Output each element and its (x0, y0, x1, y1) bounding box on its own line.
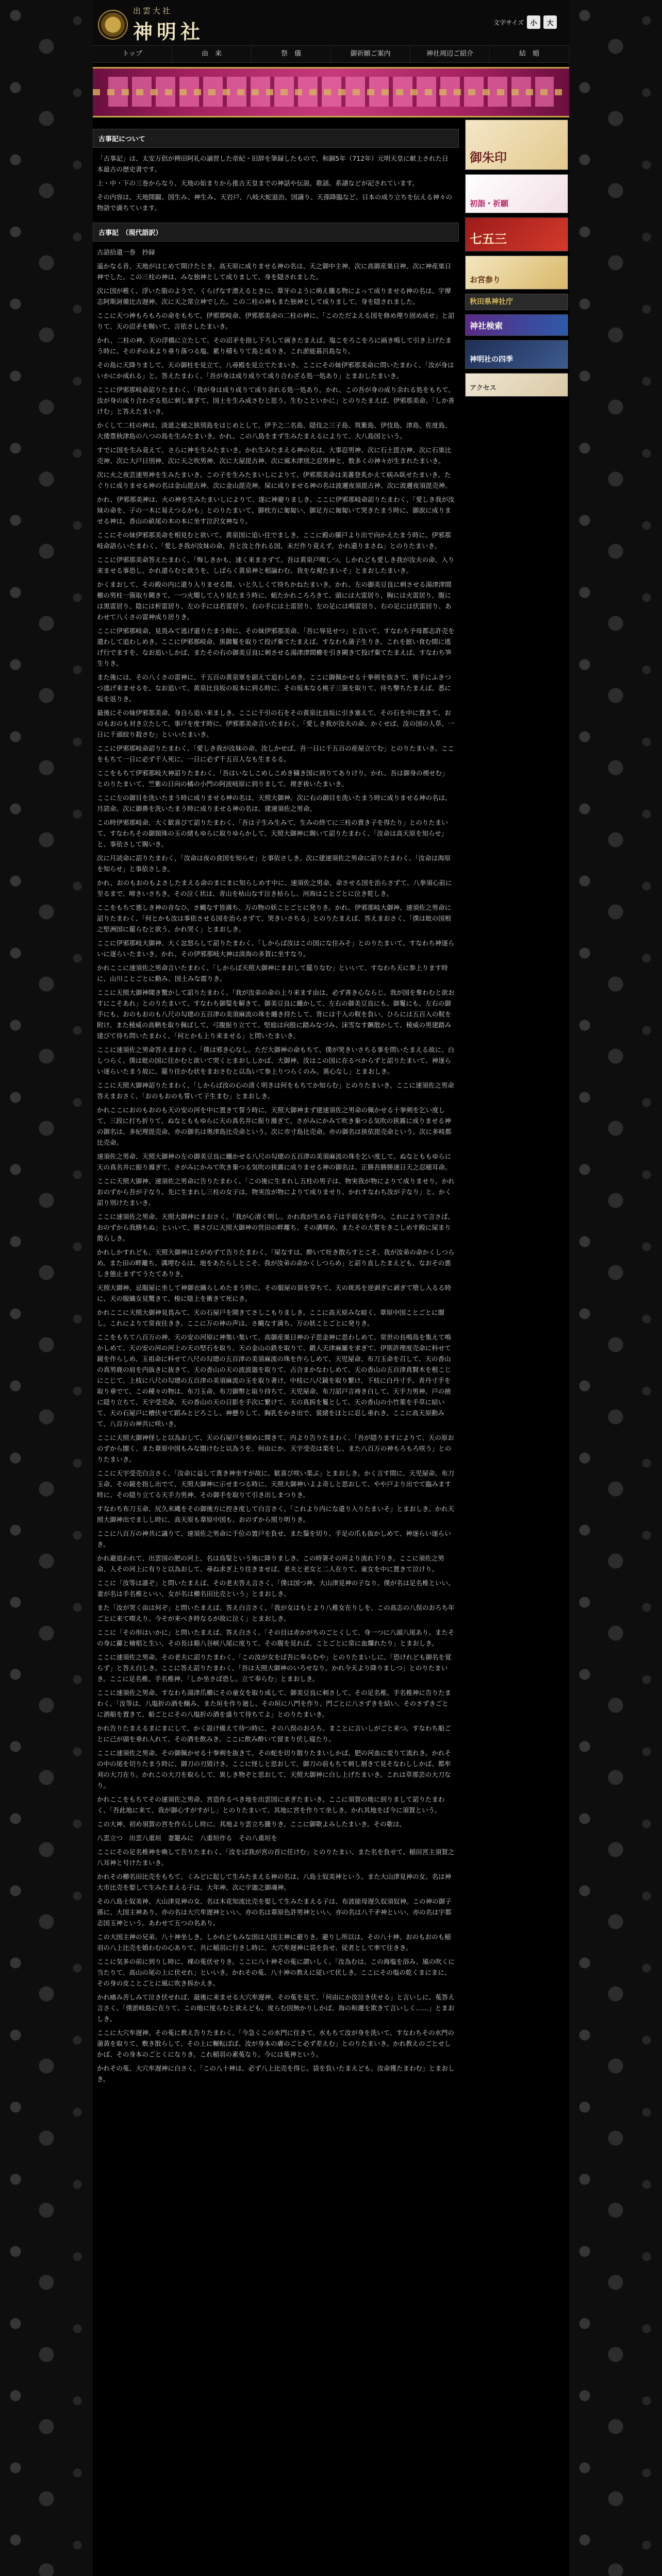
paragraph: ここに天照大御神聞き驚かして詔りたまわく、「我が汝弟の命の上り来ます由は、必ず善き心ならじ。我が国を奪わむと欲おすにこそあれ」とのりたまいて、すなわち御髪を解きて、御美豆良に纏かして、左右の御美豆良にも、御鬘にも、左右の御手にも、おのもおのも八尺の勾璁の五百津の美須麻流の珠を纏き持たして、背には千入の靫を負い、ひらには五百入の靫を附け、また稜威の高鞆を取り佩ばして、弓腹振り立てて、堅庭は向股に踏みなづみ、沫雪なす蹶散かして、稜威の男建踏み建びて待ち問いたまわく、「何とかも上り来ませる」と問いたまいき。 (97, 989, 455, 1040)
paragraph: かれしかすれども、天照大御神はとがめずて告りたまわく、「屎なすは、酔いて吐き散らすとこそ、我が汝弟の命かくしつらめ。また田の畔離ち、溝埋むるは、地をあたらしとこそ、我が汝弟の命かくしつらめ」と詔り直したまえども、なおその悪しき態止まずてうたてありき。 (97, 1248, 455, 1278)
paragraph: すでに国を生み竟えて、さらに神を生みたまいき。かれ生みたまえる神の名は、大事忍男神、次に石土毘古神、次に石巣比売神、次に大戸日別神、次に天之吹男神、次に大屋毘古神、次に風木津別之忍男神と、数多くの神々が生まれたまいき。 (97, 446, 452, 465)
logo-subtitle: 出雲大社 (133, 6, 173, 15)
sidebar-banner-label: 七五三 (470, 231, 507, 246)
paragraph: ここに伊邪那岐命詔りたまわく、「愛しき我が汝妹の命、汝しかせば、吾一日に千五百の産屋立てむ」とのりたまいき。ここをもちて一日に必ず千人死に、一日に必ず千五百人なも生まるる。 (97, 744, 455, 763)
sidebar (465, 120, 567, 401)
paragraph: ここに八百万の神共に議りて、速須佐之男命に千位の置戸を負せ、また鬚を切り、手足の爪も抜かしめて、神逐らい逐らいき。 (97, 1530, 451, 1548)
paragraph: その内容は、天地開闢、国生み、神生み、天岩戸、八岐大蛇退治、国譲り、天孫降臨など、日本の成り立ちを伝える神々の物語で満ちています。 (97, 193, 453, 212)
main-content (93, 120, 459, 2088)
paragraph: かれ痛み苦しみて泣き伏せれば、最後に来ませる大穴牟遅神、その菟を見て、「何由にか汝泣き伏せる」と言いしに、菟答え言さく、「僕淤岐島に在りて、この地に度らむと欲えども、度らむ因無かりしかば、海の和邇を欺きて言いしく……」とまおしき。 (97, 1993, 455, 2023)
nav-item-rituals[interactable]: 祭 儀 (252, 46, 331, 62)
font-size-switcher (493, 15, 557, 29)
sidebar-banner-label: 御朱印 (470, 150, 507, 165)
paragraph: かれ避追われて、出雲国の肥の河上、名は鳥髪という地に降りましき。この時箸その河より流れ下りき。ここに須佐之男命、人その河上に有りと以為おして、尋ね求ぎ上り往きませば、老夫と老女と二人在りて、童女を中に置きて泣けり。 (97, 1554, 444, 1573)
sidebar-banner-label: 初詣・祈願 (470, 199, 509, 208)
paragraph: ここに伊邪那岐大御神、大く忿怒らして詔りたまわく、「しからば汝はこの国にな住みそ」とのりたまいて、すなわち神逐らいに逐らいたまいき。かれ、その伊邪那岐大神は淡海の多賀に坐すなり。 (97, 939, 455, 958)
paragraph: 上・中・下の三巻からなり、天地の始まりから推古天皇までの神話や伝説、歌謡、系譜などが記されています。 (97, 179, 419, 187)
paragraph: かれここをもちてその速須佐之男命、宮造作るべき地を出雲国に求ぎたまいき。ここに須賀の地に到りまして詔りたまわく、「吾此地に来て、我が御心すがすがし」とのりたまいて、其地に宮を作りて坐しき。かれ其地をば今に須賀という。 (97, 1795, 445, 1814)
paragraph: ここに速須佐之男命、その老夫に詔りたまわく、「この汝が女をば吾に奉らむや」とのりたまいしに、「恐けれども御名を覚らず」と答え白しき。ここに答え詔りたまわく、「吾は天照大御神のいろせなり。かれ今天より降りましつ」とのりたまいき。ここに足名椎、手名椎神、「しか坐さば恐し。立て奉らむ」とまおしき。 (97, 1653, 452, 1683)
sidebar-banner-prayer[interactable] (465, 174, 568, 213)
paragraph: 速須佐之男命、天照大御神の左の御美豆良に纏かせる八尺の勾璁の五百津の美須麻流の珠を乞い度して、ぬなとももゆらに天の真名井に振り滌ぎて、さがみにかみて吹き棄つる気吹の狭霧に成りませる神の御名は、正勝吾勝勝速日天之忍穂耳命。 (97, 1153, 452, 1171)
paragraph: ここをもちて悪しき神の音なひ、さ蝿なす皆満ち、万の物の妖ことごとに発りき。かれ、伊邪那岐大御神、速須佐之男命に詔りたまわく、「何とかも汝は事依させる国を治らさずて、哭きいさちる」とのりたまえば、答えまおさく、「僕は妣の国根之堅洲国に罷らむと欲う。かれ哭く」とまおしき。 (97, 904, 452, 933)
paragraph: 最後にその妹伊邪那美命、身自ら追い来ましき。ここに千引の石をその黄泉比良坂に引き塞えて、その石を中に置きて、おのもおのも対き立たして、事戸を度す時に、伊邪那美命言いたまわく、「愛しき我が汝夫の命、かくせば、汝の国の人草、一日に千頭絞り殺さむ」といいたまいき。 (97, 709, 455, 738)
site-logo[interactable] (98, 5, 204, 44)
paragraph: 「古事記」は、太安万侶が稗田阿礼の誦習した帝紀・旧辞を筆録したもので、和銅5年（712年）元明天皇に献上された日本最古の歴史書です。 (97, 155, 449, 173)
paragraph: また後には、その八くさの雷神に、千五百の黄泉軍を副えて追わしめき。ここに御佩かせる十拳剣を抜きて、後手にふきつつ逃げ来ませるを、なお追いて、黄泉比良坂の坂本に到る時に、その坂本なる桃子三箇を取りて、待ち撃ちたまえば、悉に坂を返りき。 (97, 673, 452, 703)
sidebar-banner-label: 秋田県神社庁 (470, 298, 513, 306)
paragraph: かれここに天照大御神見畏みて、天の石屋戸を開きてさしこもりましき。ここに高天原みな暗く、葦原中国ことごとに闇し。これによりて常夜往きき。ここに万の神の声は、さ蝿なす満ち、万の妖ことごとに発りき。 (97, 1309, 445, 1327)
hero-banner (93, 67, 569, 117)
sidebar-banner-label: お宮参り (470, 275, 501, 284)
paragraph: かれここに速須佐之男命言いたまわく、「しからば天照大御神にまおして罷りなむ」といいて、すなわち天に参上ります時に、山川ことごとに動み、国土みな震りき。 (97, 964, 448, 982)
paragraph: ここに天照大御神、速須佐之男命に告りたまわく、「この後に生まれし五柱の男子は、物実我が物によりて成りませり。かれおのずから吾が子なり。先に生まれし三柱の女子は、物実汝が物によりて成りませり。かれすなわち汝が子なり」と、かく詔り別けたまいき。 (97, 1177, 455, 1207)
paragraph: この大神、初め須賀の宮を作らしし時に、其地より雲立ち騰りき。ここに御歌よみしたまいき。その歌は、 (97, 1820, 406, 1828)
nav-item-top[interactable]: トップ (93, 46, 172, 62)
paragraph: ここをもちて八百万の神、天の安の河原に神集い集いて、高御産巣日神の子思金神に思わしめて、常世の長鳴鳥を集えて鳴かしめて、天の安の河の河上の天の堅石を取り、天の金山の鉄を取りて、鍛人天津麻羅を求ぎて、伊斯許理度売命に科せて鏡を作らしめ、玉祖命に科せて八尺の勾璁の五百津の美須麻流の珠を作らしめて、天児屋命、布刀玉命を召して、天の香山の真男鹿の肩を内抜きに抜きて、天の香山の天の波波迦を取りて、占合まかなわしめて、天の香山の五百津真賢木を根こじにこじて、上枝に八尺の勾璁の五百津の美須麻流の玉を取り著け、中枝に八尺鏡を取り繋け、下枝に白丹寸手、青丹寸手を取り垂でて、この種々の物は、布刀玉命、布刀御幣と取り持ちて、天児屋命、布刀詔戸言祷き白して、天手力男神、戸の掖に隠り立ちて、天宇受売命、天の香山の天の日影を手次に繋けて、天の真拆を鬘として、天の香山の小竹葉を手草に結いて、天の石屋戸に槽伏せて蹈みとどろこし、神懸りして、胸乳をかき出で、裳緒をほとに忍し垂れき。ここに高天原動みて、八百万の神共に咲いき。 (97, 1333, 451, 1428)
paragraph: かくして二柱の神は、淡道之穂之狭別島をはじめとして、伊予之二名島、隠伎之三子島、筑紫島、伊伎島、津島、佐度島、大倭豊秋津島の八つの島を生みたまいき。かれ、この八島をまず生みたまえるによりて、大八島国という。 (97, 421, 452, 440)
paragraph: ここに天つ神もろもろの命をもちて、伊邪那岐命、伊邪那美命の二柱の神に、「このただよえる国を修め理り固め成せ」と詔りて、天の沼矛を賜いて、言依さしたまいき。 (97, 312, 455, 330)
paragraph: ここに速須佐之男命答えまおさく、「僕は邪き心なし。ただ大御神の命もちて、僕が哭きいさちる事を問いたまえる故に、白しつらく、僕は妣の国に往かむと欲いて哭くとまおししかば、大御神、汝はこの国に在るべからずと詔りたまいて、神逐らい逐らいたまう故に、罷り往かむ状をまおさむと以為いて参上りつらくのみ。異心なし」とまおしき。 (97, 1046, 455, 1075)
paragraph: その八島士奴美神、大山津見神の女、名は木花知流比売を娶して生みたまえる子は、布波能母遅久奴須奴神。この神の御子孫に、大国主神あり。亦の名は大穴牟遅神といい、亦の名は葦原色許男神といい、亦の名は八千矛神といい、亦の名は宇都志国玉神という。あわせて五つの名あり。 (97, 1897, 452, 1927)
font-size-small-button[interactable]: 小 (527, 15, 540, 29)
crest-icon (98, 10, 128, 40)
nav-item-origin[interactable]: 由 来 (172, 46, 252, 62)
paragraph: ここに天宇受売白言さく、「汝命に益して貴き神坐すが故に、歓喜び咲い楽ぶ」とまおしき。かく言す間に、天児屋命、布刀玉命、その鏡を指し出でて、天照大御神に示せまつる時に、天照大御神いよよ奇しと思おして、やや戸より出でて臨みます時に、その隠り立てる天手力男神、その御手を取りて引き出しまつりき。 (97, 1469, 455, 1499)
gendai-body (93, 247, 459, 2084)
background-pattern-right (569, 0, 662, 2576)
paragraph: ここに速須佐之男命、その御佩かせる十拳剣を抜きて、その蛇を切り散りたまいしかば、肥の河血に変りて流れき。かれその中の尾を切りたまう時に、御刀の刃毀けき。ここに怪しと思おして、御刀の前もちて刺し割きて見そなわししかば、都牟刈の大刀在り。かれこの大刀を取らして、異しき物ぞと思おして、天照大御神に白し上げたまいき。これは草那芸の大刀なり。 (97, 1749, 451, 1789)
about-body (93, 153, 459, 213)
header (93, 0, 569, 46)
paragraph: かれここにおのもおのも天の安の河を中に置きて誓う時に、天照大御神まず建速須佐之男命の佩かせる十拳剣を乞い度して、三段に打ち折りて、ぬなとももゆらに天の真名井に振り滌ぎて、さがみにかみて吹き棄つる気吹の狭霧に成りませる神の御名は、多紀理毘売命。亦の御名は奥津島比売命という。次に市寸島比売命。亦の御名は狭依毘売命という。次に多岐都比売命。 (97, 1106, 452, 1146)
paragraph: かれその櫛名田比売をもちて、くみどに起して生みたまえる神の名は、八島士奴美神という。また大山津見神の女、名は神大市比売を娶して生みたまえる子は、大年神、次に宇迦之御魂神。 (97, 1873, 452, 1891)
paragraph: この大国主神の兄弟、八十神坐しき。しかれどもみな国は大国主神に避りき。避りし所以は、その八十神、おのもおのも稲羽の八上比売を婚わむの心ありて、共に稲羽に行きし時に、大穴牟遅神に袋を負せ、従者として率て往きき。 (97, 1933, 451, 1952)
sidebar-banner-label: 神明社の四季 (470, 355, 513, 364)
section-title-about: 古事記について (93, 129, 459, 148)
paragraph: その島に天降りまして、天の御柱を見立て、八尋殿を見立てたまいき。ここにその妹伊邪那美命に問いたまわく、「汝が身はいかにか成れる」と。答えたまわく、「吾が身は成り成りて成り合わざる処一処あり」とまおしたまいき。 (97, 361, 454, 380)
paragraph: ここに速須佐之男命、天照大御神にまおさく、「我が心清く明し。かれ我が生める子は手弱女を得つ。これによりて言さば、おのずから我勝ちぬ」といいて、勝さびに天照大御神の営田の畔離ち、その溝埋め、またその大嘗をきこしめす殿に屎まり散らしき。 (97, 1213, 455, 1242)
paragraph: ここに左の御目を洗いたまう時に成りませる神の名は、天照大御神。次に右の御目を洗いたまう時に成りませる神の名は、月読命。次に御鼻を洗いたまう時に成りませる神の名は、建速須佐之男命。 (97, 794, 452, 812)
global-nav (93, 46, 569, 63)
sidebar-banner-label: アクセス (470, 384, 496, 392)
paragraph: 古語拾遺一巻 抄録 (97, 248, 155, 256)
paragraph: 次に火之夜芸速男神を生みたまいき。この子を生みたまいしによりて、伊邪那美命は美蕃登炙かえて病み臥せたまいき。たぐりに成りませる神の名は金山毘古神、次に金山毘売神。屎に成りませる神の名は波邇夜須毘古神、次に波邇夜須毘売神。 (97, 471, 452, 489)
sidebar-banner-omiyamairi[interactable] (465, 256, 568, 290)
paragraph: また「汝が哭く由は何ぞ」と問いたまえば、答え白言さく、「我が女はもとより八稚女在りしを、この高志の八俣のおろち年ごとに来て喫えり。今そが来べき時なるが故に泣く」とまおしき。 (97, 1604, 455, 1622)
font-size-label: 文字サイズ (493, 19, 524, 26)
paragraph: ここに天照大御神詔りたまわく、「しからば汝の心の清く明きは何をもちてか知らむ」とのりたまいき。ここに速須佐之男命答えまおさく、「おのもおのも誓いて子生まむ」とまおしき。 (97, 1081, 454, 1100)
paragraph: この時伊邪那岐命、大く歓喜びて詔りたまわく、「吾は子生み生みて、生みの終てに三柱の貴き子を得たり」とのりたまいて、すなわちその御頸珠の玉の緒もゆらに取りゆらかして、天照大御神に賜いて詔りたまわく、「汝命は高天原を知らせ」と、事依さして賜いき。 (97, 819, 448, 848)
paragraph: 八雲立つ 出雲八重垣 妻籠みに 八重垣作る その八重垣を (97, 1834, 278, 1842)
paragraph: かれ、二柱の神、天の浮橋に立たして、その沼矛を指し下ろして画きたまえば、塩こをろこをろに画き鳴して引き上げたまう時に、その矛の末より垂り落つる塩、累り積もりて島と成りき。これ淤能碁呂島なり。 (97, 336, 452, 355)
sidebar-banner-seasons[interactable] (465, 340, 568, 369)
nav-item-surroundings[interactable]: 神社周辺ご紹介 (410, 46, 490, 62)
paragraph: ここに天照大御神怪しと以為おして、天の石屋戸を細めに開きて、内より告りたまわく、「吾が隠りますによりて、天の原おのずから闇く、また葦原中国もみな闇けむと以為うを、何由にか、天宇受売は楽をし、また八百万の神もろもろ咲う」とのりたまいき。 (97, 1434, 454, 1463)
paragraph: 天照大御神、忌服屋に坐して神御衣織らしめたまう時に、その服屋の頂を穿ちて、天の斑馬を逆剥ぎに剥ぎて堕し入るる時に、天の服織女見驚きて、梭に陰上を衝きて死にき。 (97, 1284, 452, 1302)
paragraph: ここに「汝等は誰ぞ」と問いたまえば、その老夫答え言さく、「僕は国つ神、大山津見神の子なり。僕が名は足名椎といい、妻が名は手名椎といい、女が名は櫛名田比売という」とまおしき。 (97, 1579, 455, 1598)
page-wrapper (93, 0, 569, 2576)
banner-gold-band (93, 89, 569, 95)
paragraph: ここをもちて伊邪那岐大神詔りたまわく、「吾はいなしこめしこめき穢き国に到りてありけり。かれ、吾は御身の禊せむ」とのりたまいて、竺紫の日向の橘の小門の阿波岐原に到りまして、禊ぎ祓いたまいき。 (97, 769, 449, 788)
paragraph: 次に月読命に詔りたまわく、「汝命は夜の食国を知らせ」と事依さしき。次に建速須佐之男命に詔りたまわく、「汝命は海原を知らせ」と事依さしき。 (97, 854, 451, 873)
paragraph: ここに大穴牟遅神、その菟に教え告りたまわく、「今急くこの水門に往きて、水もちて汝が身を洗いて、すなわちその水門の蒲黄を取りて、敷き散らして、その上に輾転ばば、汝が身本の膚のごと必ず差えむ」とのりたまいき。かれ教えのごとせしかば、その身本のごとくになりき。これ稲羽の素菟なり。今には菟神という。 (97, 2029, 454, 2058)
background-pattern-left (0, 0, 93, 2576)
nav-item-prayer[interactable]: 御祈願ご案内 (331, 46, 410, 62)
sidebar-banner-shichigosan[interactable] (465, 217, 568, 251)
paragraph: すなわち布刀玉命、尻久米縄をその御後方に控き度して白言さく、「これより内にな還り入りたまいそ」とまおしき。かれ天照大御神出でましし時に、高天原も葦原中国も、おのずから照り明りき。 (97, 1505, 455, 1523)
sidebar-banner-search[interactable] (465, 314, 568, 336)
paragraph: かくまおして、その殿の内に還り入りませる間、いと久しくて待ちかねたまいき。かれ、左の御美豆良に刺させる湯津津間櫛の男柱一箇取り闕きて、一つ火燭して入り見たまう時に、蛆たかれころろきて、頭には大雷居り、胸には火雷居り、腹には黒雷居り、陰には析雷居り、左の手には若雷居り、右の手には土雷居り、左の足には鳴雷居り、右の足には伏雷居り、あわせて八くさの雷神成り居りき。 (97, 581, 452, 621)
paragraph: 次に国が稚く、浮いた脂のようで、くらげなす漂えるときに、葦牙のように萌え騰る物によって成りませる神の名は、宇摩志阿斯訶備比古遅神、次に天之常立神でした。この二柱の神もまた独神として成りまして、身を隠されました。 (97, 287, 452, 306)
paragraph: ここにその妹伊邪那美命を相見むと欲いて、黄泉国に追い往でましき。ここに殿の縢戸より出で向かえたまう時に、伊邪那岐命語らいたまわく、「愛しき我が汝妹の命、吾と汝と作れる国、未だ作り竟えず。かれ還りまさね」とのりたまいき。 (97, 531, 451, 550)
sidebar-banner-goshuin[interactable] (465, 120, 568, 170)
paragraph: かれその菟、大穴牟遅神に白さく、「この八十神は、必ず八上比売を得じ。袋を負いたまえども、汝命獲たまわむ」とまおしき。 (97, 2064, 455, 2083)
section-title-gendai: 古事記 （現代語訳） (93, 223, 459, 242)
nav-item-wedding[interactable]: 結 婚 (490, 46, 569, 62)
font-size-large-button[interactable]: 大 (543, 15, 557, 29)
paragraph: かれ、おのもおのもよさしたまえる命のまにまに知らしめす中に、速須佐之男命、命させる国を治らさずて、八拳須心前に至るまで、啼きいさちき。その泣く状は、青山を枯山なす泣き枯らし、河海はことごとに泣き乾しき。 (97, 879, 452, 897)
logo-title: 神明社 (133, 20, 205, 43)
sidebar-banner-label: 神社検索 (470, 321, 503, 331)
sidebar-banner-access[interactable] (465, 373, 568, 397)
paragraph: かれ告りたまえるまにまにして、かく設け備えて待つ時に、その八俣のおろち、まことに言いしがごと来つ。すなわち船ごとに己が頭を垂れ入れて、その酒を飲みき。ここに飲み酔いて留まり伏し寝たり。 (97, 1724, 451, 1743)
paragraph: ここに伊邪那美命答えたまわく、「悔しきかも、速く来まさずて。吾は黄泉戸喫しつ。しかれども愛しき我が汝夫の命、入り来ませる事恐し。かれ還らむと欲うを、しばらく黄泉神と相論わむ。我をな視たまいそ」とまおしたまいき。 (97, 556, 455, 574)
paragraph: ここにその足名椎神を喚して告りたまわく、「汝をば我が宮の首に任けむ」とのりたまい、また名を負せて、稲田宮主須賀之八耳神と号けたまいき。 (97, 1848, 455, 1867)
paragraph: ここに速須佐之男命、すなわち湯津爪櫛にその童女を取り成して、御美豆良に刺さして、その足名椎、手名椎神に告りたまわく、「汝等は、八塩折の酒を醸み、また垣を作り廻し、その垣に八門を作り、門ごとに八さずきを結い、そのさずきごとに酒船を置きて、船ごとにその八塩折の酒を盛りて待ちてよ」とのりたまいき。 (97, 1689, 452, 1718)
paragraph: かれ、伊邪那美神は、火の神を生みたまいしによりて、遂に神避りましき。ここに伊邪那岐命詔りたまわく、「愛しき我が汝妹の命を、子の一木に易えつるかも」とのりたまいて、御枕方に匍匐い、御足方に匍匐いて哭きたまう時に、御涙に成りませる神は、香山の畝尾の木の本に坐す泣沢女神なり。 (97, 496, 455, 525)
paragraph: ここに伊邪那岐命詔りたまわく、「我が身は成り成りて成り余れる処一処あり。かれ、この吾が身の成り余れる処をもちて、汝が身の成り合わざる処に刺し塞ぎて、国土を生み成さむと思う。生むこといかに」とのりたまえば、伊邪那美命、「しか善けむ」と答えたまいき。 (97, 386, 455, 415)
paragraph: ここに「その形はいかに」と問いたまえば、答え白さく、「その目は赤かがちのごとくして、身一つに八頭八尾あり。またその身に蘿と檜椙と生い、その長は谿八谷峡八尾に度りて、その腹を見れば、ことごとに常に血爛れたり」とまおしき。 (97, 1629, 455, 1647)
paragraph: 遥かなる昔、天地がはじめて開けたとき、高天原に成りませる神の名は、天之御中主神、次に高御産巣日神、次に神産巣日神でした。この三柱の神は、みな独神として成りまして、身を隠されました。 (97, 262, 452, 281)
paragraph: ここに気多の前に到りし時に、裸の菟伏せりき。ここに八十神その菟に謂いしく、「汝為むは、この海塩を浴み、風の吹くに当たりて、高山の尾の上に伏せれ」といいき。かれその菟、八十神の教えに従いて伏しき。ここにその塩の乾くまにまに、その身の皮ことごとに風に吹き拆かえき。 (97, 1958, 455, 1987)
paragraph: ここに伊邪那岐命、見畏みて逃げ還りたまう時に、その妹伊邪那美命、「吾に辱見せつ」と言いて、すなわち予母都志許売を遣わして追わしめき。ここに伊邪那岐命、黒御鬘を取りて投げ棄てたまえば、すなわち蒲子生りき。これを摭い食む間に逃げ行でますを、なお追いしかば、またその右の御美豆良に刺させる湯津津間櫛を引き闕きて投げ棄てたまえば、すなわち笋生りき。 (97, 627, 455, 667)
sidebar-banner-jinjacho[interactable] (465, 294, 568, 310)
